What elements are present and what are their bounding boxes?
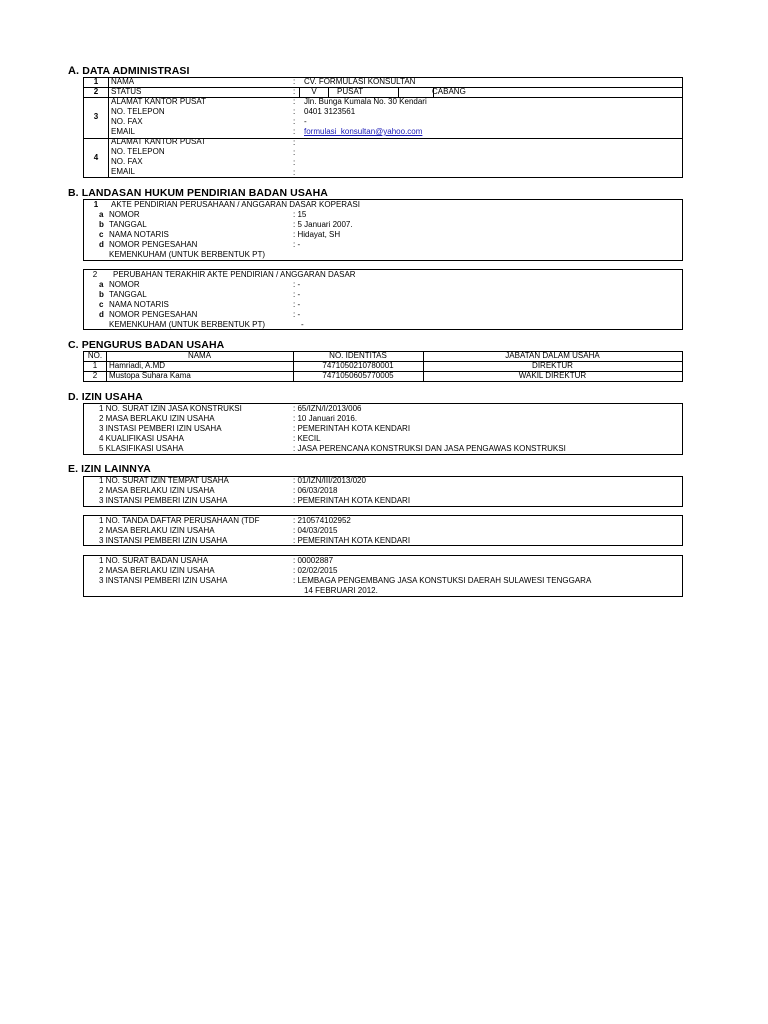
- table-cell-jabatan: DIREKTUR: [532, 361, 573, 370]
- section-c-heading: C. PENGURUS BADAN USAHA: [68, 339, 225, 351]
- email-label: EMAIL: [111, 127, 136, 136]
- izin-label: 1 NO. TANDA DAFTAR PERUSAHAAN (TDF: [99, 516, 260, 525]
- nomor-value: : 15: [293, 210, 307, 219]
- section-a-letter: A.: [68, 65, 80, 77]
- colon: :: [293, 107, 296, 116]
- pengesahan-label: NOMOR PENGESAHAN: [109, 240, 198, 249]
- notaris-label: NAMA NOTARIS: [109, 300, 169, 309]
- fax-value: -: [304, 117, 307, 126]
- izin-label: 1 NO. SURAT BADAN USAHA: [99, 556, 209, 565]
- row-number: 4: [93, 153, 99, 162]
- colon: :: [293, 127, 296, 136]
- nomor-value: : -: [293, 280, 301, 289]
- email-label: EMAIL: [111, 167, 136, 176]
- status-pusat-label: PUSAT: [337, 87, 364, 96]
- row-number: 2: [93, 87, 99, 96]
- izin-label: 3 INSTANSI PEMBERI IZIN USAHA: [99, 536, 228, 545]
- telepon-label: NO. TELEPON: [111, 107, 165, 116]
- table-cell-nama: Hamriadi, A.MD: [109, 361, 166, 370]
- surat-badan-usaha-box: [83, 555, 683, 597]
- alamat-label: ALAMAT KANTOR PUSAT: [111, 137, 206, 146]
- colon: :: [293, 77, 296, 86]
- akte-title: AKTE PENDIRIAN PERUSAHAAN / ANGGARAN DASAR KOPERASI: [111, 200, 360, 209]
- item-letter: a: [99, 210, 104, 219]
- item-letter: d: [99, 240, 104, 249]
- izin-label: 5 KLASIFIKASI USAHA: [99, 444, 184, 453]
- item-letter: b: [99, 220, 104, 229]
- izin-value: : 210574102952: [293, 516, 351, 525]
- izin-label: 4 KUALIFIKASI USAHA: [99, 434, 184, 443]
- izin-value: : KECIL: [293, 434, 321, 443]
- item-letter: c: [99, 300, 104, 309]
- notaris-value: : Hidayat, SH: [293, 230, 341, 239]
- akte-pendirian-box: [83, 199, 683, 261]
- notaris-label: NAMA NOTARIS: [109, 230, 169, 239]
- pengurus-table: [83, 351, 683, 382]
- fax-label: NO. FAX: [111, 157, 143, 166]
- kemenkuham-label: KEMENKUHAM (UNTUK BERBENTUK PT): [109, 250, 266, 259]
- nama-label: NAMA: [111, 77, 135, 86]
- colon: :: [293, 168, 296, 177]
- izin-value: : PEMERINTAH KOTA KENDARI: [293, 424, 411, 433]
- perubahan-akte-box: [83, 269, 683, 330]
- status-label: STATUS: [111, 87, 142, 96]
- colon: :: [293, 97, 296, 106]
- izin-label: 2 MASA BERLAKU IZIN USAHA: [99, 414, 215, 423]
- item-letter: b: [99, 290, 104, 299]
- izin-label: 2 MASA BERLAKU IZIN USAHA: [99, 526, 215, 535]
- table-cell-no: 2: [92, 371, 98, 380]
- fax-label: NO. FAX: [111, 117, 143, 126]
- izin-label: 2 MASA BERLAKU IZIN USAHA: [99, 486, 215, 495]
- izin-label: 3 INSTANSI PEMBERI IZIN USAHA: [99, 496, 228, 505]
- item-letter: a: [99, 280, 104, 289]
- colon: :: [293, 148, 296, 157]
- row-number: 1: [93, 200, 99, 209]
- izin-value: : LEMBAGA PENGEMBANG JASA KONSTUKSI DAERAH SULAWESI TENGGARA: [293, 576, 592, 585]
- section-e-heading: E. IZIN LAINNYA: [68, 463, 151, 475]
- column-header-no: NO.: [87, 351, 103, 360]
- kemenkuham-label: KEMENKUHAM (UNTUK BERBENTUK PT): [109, 320, 266, 329]
- izin-value: : JASA PERENCANA KONSTRUKSI DAN JASA PENGAWAS KONSTRUKSI: [293, 444, 566, 453]
- pengesahan-value: : -: [293, 240, 301, 249]
- row-number: 2: [92, 270, 98, 279]
- izin-label: 3 INSTASI PEMBERI IZIN USAHA: [99, 424, 222, 433]
- tanggal-value: : 5 Januari 2007.: [293, 220, 353, 229]
- izin-value-continued: 14 FEBRUARI 2012.: [304, 586, 378, 595]
- izin-value: : 02/02/2015: [293, 566, 338, 575]
- izin-value: : 01/IZN/III/2013/020: [293, 476, 366, 485]
- pengesahan-label: NOMOR PENGESAHAN: [109, 310, 198, 319]
- izin-value: : 04/03/2015: [293, 526, 338, 535]
- telepon-label: NO. TELEPON: [111, 147, 165, 156]
- izin-label: 1 NO. SURAT IZIN JASA KONSTRUKSI: [99, 404, 242, 413]
- table-cell-identitas: 7471050210780001: [322, 361, 394, 370]
- colon: :: [293, 138, 296, 147]
- section-a-title: DATA ADMINISTRASI: [82, 65, 190, 77]
- tanggal-label: TANGGAL: [109, 220, 147, 229]
- izin-value: : PEMERINTAH KOTA KENDARI: [293, 536, 411, 545]
- nomor-label: NOMOR: [109, 210, 140, 219]
- colon: :: [293, 117, 296, 126]
- row-number: 1: [93, 77, 99, 86]
- table-cell-identitas: 7471050605770005: [322, 371, 394, 380]
- izin-value: : PEMERINTAH KOTA KENDARI: [293, 496, 411, 505]
- izin-value: : 06/03/2018: [293, 486, 338, 495]
- email-link[interactable]: formulasi_konsultan@yahoo.com: [304, 127, 423, 136]
- tanggal-value: : -: [293, 290, 301, 299]
- perubahan-title: PERUBAHAN TERAKHIR AKTE PENDIRIAN / ANGGARAN DASAR: [113, 270, 356, 279]
- colon: :: [293, 158, 296, 167]
- izin-label: 1 NO. SURAT IZIN TEMPAT USAHA: [99, 476, 229, 485]
- item-letter: d: [99, 310, 104, 319]
- table-cell-jabatan: WAKIL DIREKTUR: [518, 371, 587, 380]
- nama-value: CV. FORMULASI KONSULTAN: [304, 77, 416, 86]
- item-letter: c: [99, 230, 104, 239]
- notaris-value: : -: [293, 300, 301, 309]
- column-header-nama: NAMA: [187, 351, 212, 360]
- izin-value: : 00002887: [293, 556, 334, 565]
- alamat-label: ALAMAT KANTOR PUSAT: [111, 97, 206, 106]
- tanggal-label: TANGGAL: [109, 290, 147, 299]
- tanda-daftar-perusahaan-box: [83, 515, 683, 546]
- nomor-label: NOMOR: [109, 280, 140, 289]
- alamat-value: Jln. Bunga Kumala No. 30 Kendari: [304, 97, 427, 106]
- table-cell-no: 1: [92, 361, 98, 370]
- row-number: 3: [93, 112, 99, 121]
- status-check-mark: V: [311, 87, 317, 96]
- section-b-heading: B. LANDASAN HUKUM PENDIRIAN BADAN USAHA: [68, 187, 328, 199]
- pengesahan-value: : -: [293, 310, 301, 319]
- data-administrasi-table: [83, 77, 683, 178]
- column-header-jabatan: JABATAN DALAM USAHA: [505, 351, 600, 360]
- kemenkuham-value: -: [301, 320, 304, 329]
- table-cell-nama: Mustopa Suhara Kama: [109, 371, 191, 380]
- izin-tempat-usaha-box: [83, 476, 683, 507]
- izin-value: : 10 Januari 2016.: [293, 414, 358, 423]
- column-header-identitas: NO. IDENTITAS: [329, 351, 387, 360]
- status-cabang-label: CABANG: [432, 87, 466, 96]
- izin-value: : 65/IZN/I/2013/006: [293, 404, 362, 413]
- colon: :: [293, 87, 296, 96]
- izin-label: 3 INSTANSI PEMBERI IZIN USAHA: [99, 576, 228, 585]
- section-a-heading: [68, 65, 190, 77]
- section-d-heading: D. IZIN USAHA: [68, 391, 143, 403]
- izin-label: 2 MASA BERLAKU IZIN USAHA: [99, 566, 215, 575]
- telepon-value: 0401 3123561: [304, 107, 356, 116]
- izin-usaha-box: [83, 403, 683, 455]
